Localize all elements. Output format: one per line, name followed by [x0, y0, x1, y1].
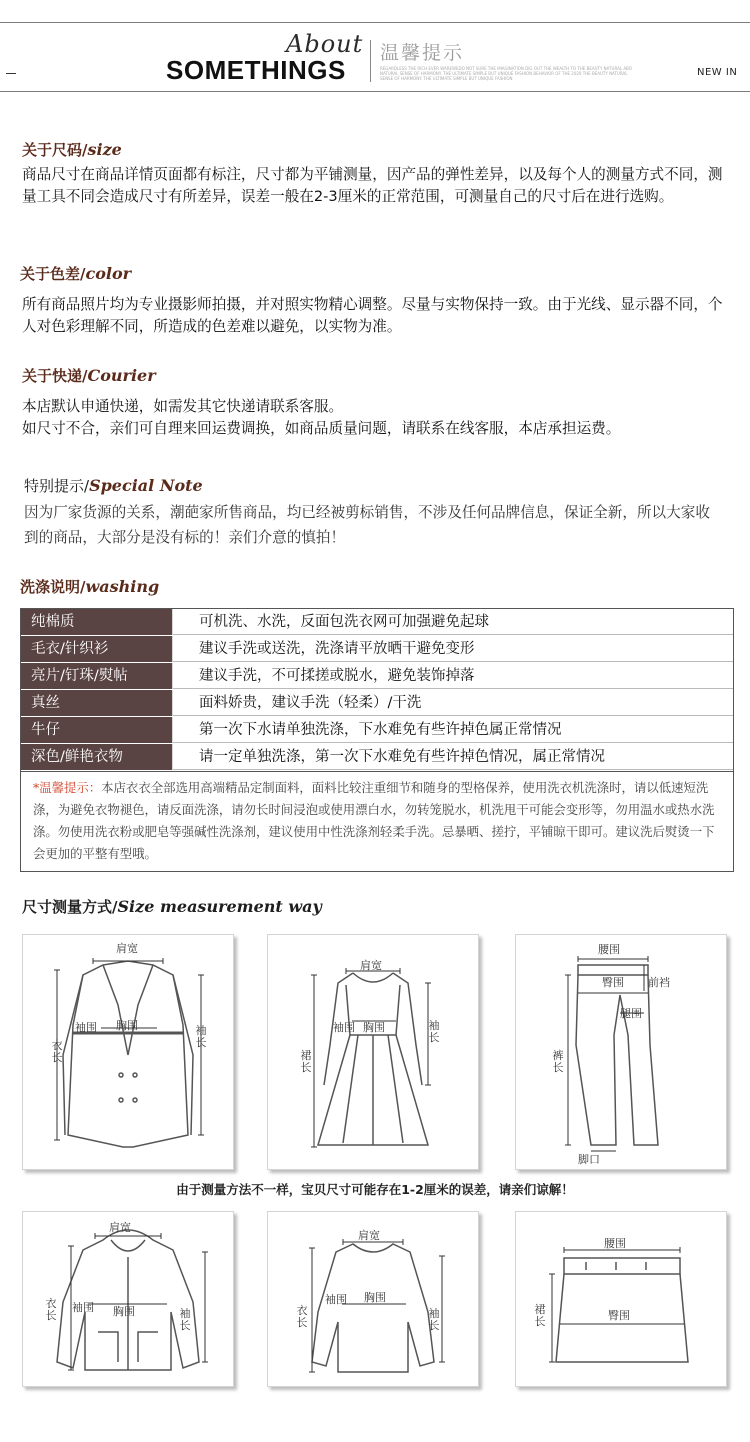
measure-section-title: [22, 896, 322, 917]
hoodie-length-label: 衣长: [45, 1297, 57, 1322]
washing-table: [20, 608, 734, 872]
tee-chest-label: 胸围: [364, 1291, 386, 1304]
skirt-waist-label: 腰围: [604, 1237, 626, 1250]
header-about-script: About: [286, 30, 364, 58]
hoodie-diagram: [22, 1211, 234, 1387]
color-title-en: color: [85, 264, 132, 283]
courier-title-en: Courier: [87, 366, 156, 385]
hoodie-sleeve-girth-label: 袖围: [72, 1301, 94, 1314]
coat-diagram: [22, 934, 234, 1170]
courier-line-2: 如尺寸不合，亲们可自理来回运费调换，如商品质量问题，请联系在线客服，本店承担运费。: [22, 420, 621, 437]
special-title-en: Special Note: [89, 476, 203, 495]
measure-title-cn: 尺寸测量方式/: [22, 898, 118, 916]
header-left-dash: [6, 73, 16, 74]
washing-instruction: 建议手洗或送洗，洗涤请平放晒干避免变形: [173, 636, 733, 662]
washing-note: [21, 771, 733, 871]
washing-instruction: 第一次下水请单独洗涤，下水难免有些许掉色属正常情况: [173, 717, 733, 743]
washing-instruction: 请一定单独洗涤，第一次下水难免有些许掉色情况，属正常情况: [173, 744, 733, 770]
header-fine-print: REGARDLESS THE RICH EVER WAREWEDO NOT SURE THE IMAGINATION DIG OUT THE WEALTH TO THE BEAUTY NATURAL ABO NATURAL SENSE OF HARMONY. THE ULTIMATE SIMPLE BUT UNIQUE FASHION BEHAVIOR OF THE 2020 THE BEAUTY NATURAL SENSE OF HARMONY. THE ULTIMATE SIMPLE BUT UNIQUE FASHION: [380, 66, 632, 81]
header-brand: SOMETHINGS: [166, 55, 346, 85]
size-title-en: size: [87, 140, 122, 159]
washing-row: [21, 717, 733, 744]
courier-title-cn: 关于快递/: [22, 367, 88, 385]
dress-length-label: 裙长: [300, 1049, 312, 1074]
washing-material: 真丝: [21, 690, 173, 716]
washing-row: [21, 636, 733, 663]
tee-sleeve-girth-label: 袖围: [325, 1293, 347, 1306]
washing-note-text: 本店衣衣全部选用高端精品定制面料，面料比较注重细节和随身的型格保养，使用洗衣机洗涤时，请以低速短洗涤，为避免衣物褪色，请反面洗涤，请勿长时间浸泡或使用漂白水，勿转笼脱水，机洗甩干可能会变形等，勿用温水或热水洗涤。勿使用洗衣粉或肥皂等强碱性洗涤剂，建议使用中性洗涤剂轻柔手洗。忌暴晒、搓拧，平铺晾干即可。建议洗后熨烫一下会更加的平整有型哦。: [33, 780, 715, 861]
washing-section-title: [20, 576, 159, 597]
header-top-rule: [0, 22, 750, 23]
special-title-cn: 特别提示/: [24, 477, 90, 495]
washing-instruction: 建议手洗，不可揉搓或脱水，避免装饰掉落: [173, 663, 733, 689]
header-separator: [370, 40, 371, 82]
tee-sleeve-label: 袖长: [428, 1307, 440, 1332]
pants-rise-label: 前裆: [648, 976, 670, 989]
dress-sleeve-label: 袖长: [428, 1019, 440, 1044]
washing-material: 深色/鲜艳衣物: [21, 744, 173, 770]
tee-shoulder-label: 肩宽: [358, 1229, 380, 1242]
size-body-text: 商品尺寸在商品详情页面都有标注，尺寸都为平铺测量，因产品的弹性差异，以及每个人的测量方式不同，测量工具不同会造成尺寸有所差异，误差一般在2-3厘米的正常范围，可测量自己的尺寸后在进行选购。: [22, 166, 723, 205]
coat-chest-label: 胸围: [116, 1019, 138, 1032]
dress-sleeve-girth-label: 袖围: [333, 1021, 355, 1034]
header-new-in: NEW IN: [697, 67, 738, 78]
coat-length-label: 衣长: [51, 1039, 63, 1064]
measure-title-en: Size measurement way: [117, 897, 322, 916]
washing-instruction: 可机洗、水洗，反面包洗衣网可加强避免起球: [173, 609, 733, 635]
size-section-title: [22, 139, 122, 160]
hoodie-shoulder-label: 肩宽: [109, 1221, 131, 1234]
hoodie-sleeve-label: 袖长: [179, 1307, 191, 1332]
dress-diagram: [267, 934, 479, 1170]
coat-shoulder-label: 肩宽: [116, 942, 138, 955]
courier-line-1: 本店默认申通快递，如需发其它快递请联系客服。: [22, 398, 344, 415]
washing-row: [21, 744, 733, 771]
measurement-caption: 由于测量方法不一样，宝贝尺寸可能存在1-2厘米的误差，请亲们谅解！: [176, 1182, 574, 1197]
size-section-body: [22, 164, 732, 208]
washing-row: [21, 663, 733, 690]
skirt-diagram: [515, 1211, 727, 1387]
header-cn-title: 温馨提示: [380, 42, 465, 64]
washing-material: 纯棉质: [21, 609, 173, 635]
washing-material: 牛仔: [21, 717, 173, 743]
special-body-text: 因为厂家货源的关系，潮葩家所售商品，均已经被剪标销售，不涉及任何品牌信息，保证全新，所以大家收到的商品，大部分是没有标的！亲们介意的慎拍！: [24, 504, 710, 546]
pants-waist-label: 腰围: [598, 943, 620, 956]
washing-row: [21, 690, 733, 717]
pants-diagram: [515, 934, 727, 1170]
washing-note-label: *温馨提示：: [33, 780, 102, 795]
courier-section-title: [22, 365, 156, 386]
color-section-title: [20, 263, 131, 284]
special-section-title: [24, 475, 203, 496]
pants-hem-label: 脚口: [578, 1153, 600, 1166]
dress-shoulder-label: 肩宽: [360, 959, 382, 972]
tee-diagram: [267, 1211, 479, 1387]
washing-material: 亮片/钉珠/熨帖: [21, 663, 173, 689]
size-title-cn: 关于尺码/: [22, 141, 88, 159]
special-section-body: [24, 500, 714, 550]
washing-title-cn: 洗涤说明/: [20, 578, 86, 596]
washing-instruction: 面料娇贵，建议手洗（轻柔）/干洗: [173, 690, 733, 716]
dress-chest-label: 胸围: [363, 1021, 385, 1034]
pants-hip-label: 臀围: [602, 976, 624, 989]
skirt-hip-label: 臀围: [608, 1309, 630, 1322]
color-title-cn: 关于色差/: [20, 265, 86, 283]
color-section-body: [22, 294, 732, 338]
header-bottom-rule: [0, 91, 750, 92]
hoodie-chest-label: 胸围: [113, 1305, 135, 1318]
washing-title-en: washing: [85, 577, 160, 596]
pants-illustration: [516, 935, 726, 1169]
color-body-text: 所有商品照片均为专业摄影师拍摄，并对照实物精心调整。尽量与实物保持一致。由于光线、显示器不同，个人对色彩理解不同，所造成的色差难以避免，以实物为准。: [22, 296, 723, 335]
washing-row: [21, 609, 733, 636]
pants-thigh-label: 腿围: [620, 1007, 642, 1020]
coat-sleeve-label: 袖长: [195, 1024, 207, 1049]
washing-material: 毛衣/针织衫: [21, 636, 173, 662]
coat-sleeve-girth-label: 袖围: [75, 1021, 97, 1034]
tee-length-label: 衣长: [296, 1304, 308, 1329]
pants-length-label: 裤长: [552, 1049, 564, 1074]
courier-section-body: [22, 396, 732, 440]
skirt-length-label: 裙长: [534, 1303, 546, 1328]
